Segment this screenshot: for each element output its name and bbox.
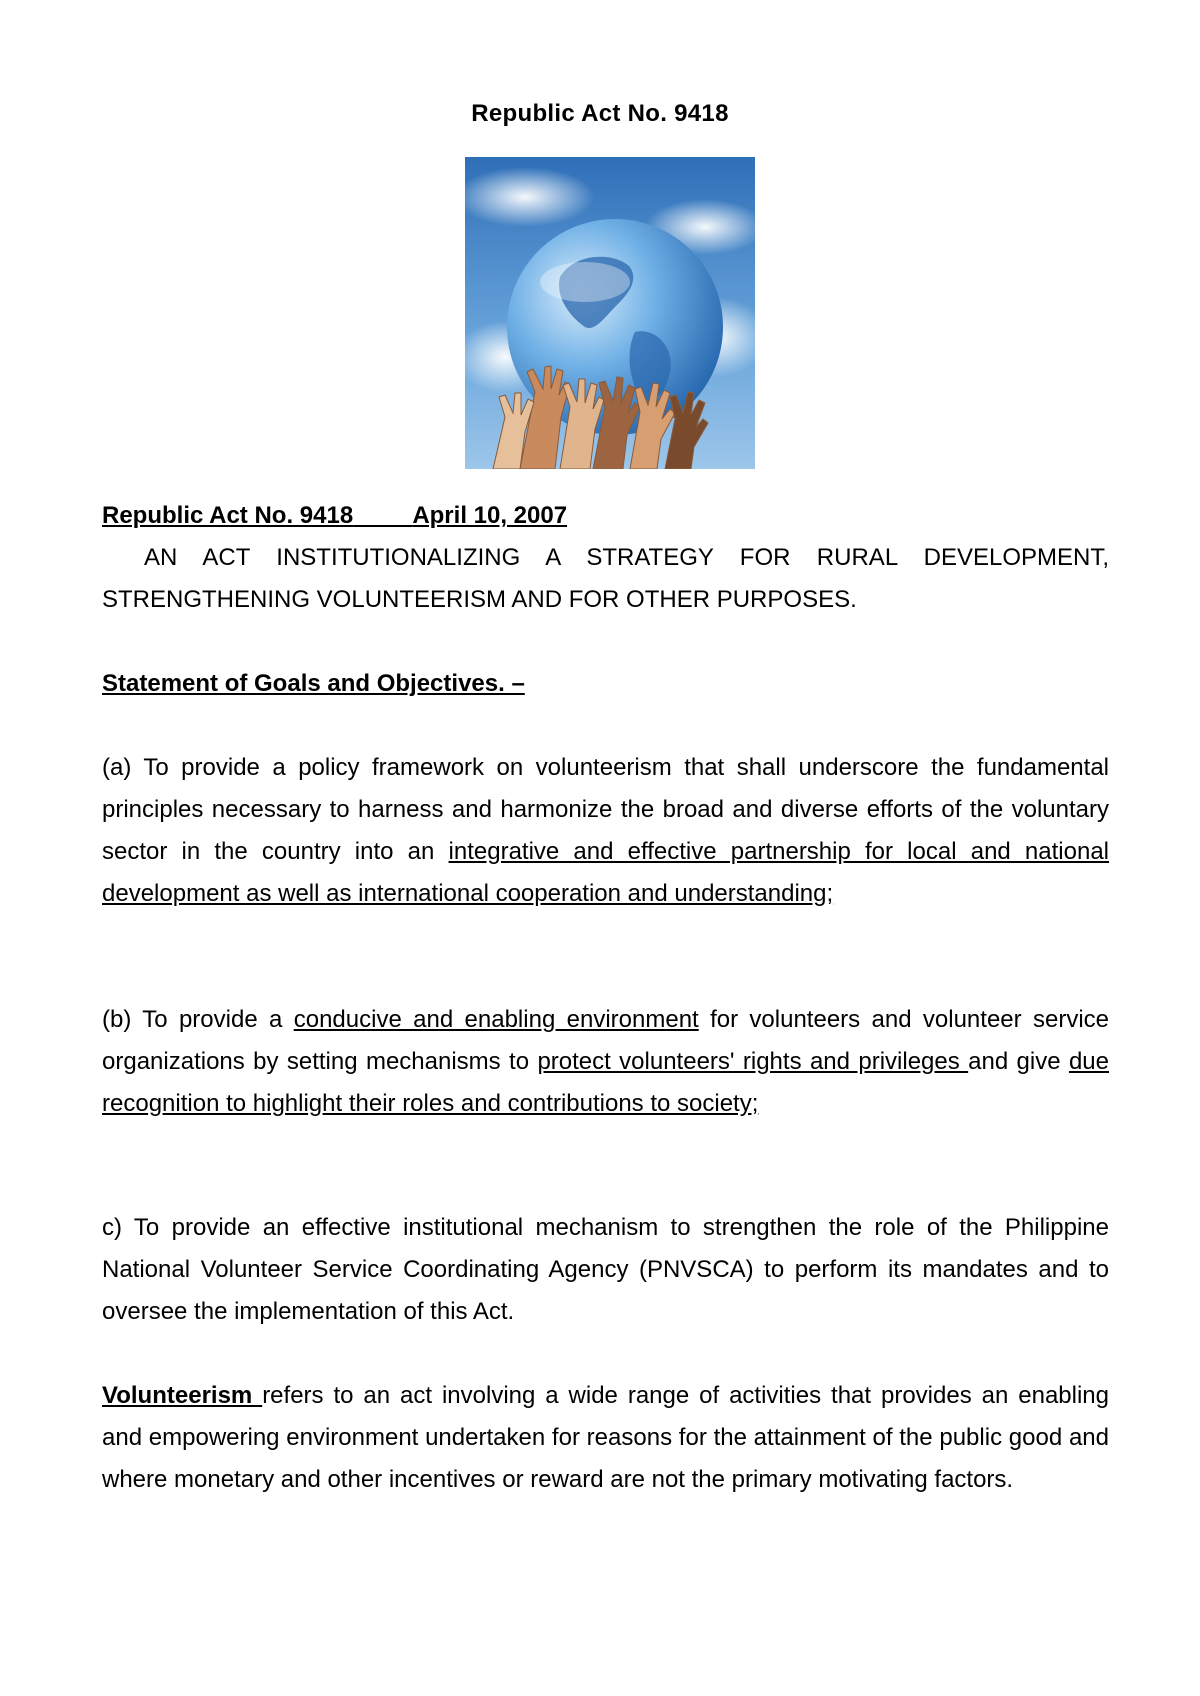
page-title: Republic Act No. 9418 <box>471 100 729 127</box>
globe-held-by-hands-icon <box>465 157 755 469</box>
act-number: Republic Act No. 9418 <box>102 502 354 529</box>
goals-heading-text: Statement of Goals and Objectives. – <box>102 670 525 697</box>
objective-c-paragraph: c) To provide an effective institutional mechanism to strengthen the role of the Philippine National Volunteer Service Coordinating Agency (PNVSCA) to perform its mandates and to oversee the implementation of this Act. <box>102 1214 1109 1325</box>
objective-b-part3: and give <box>968 1048 1069 1075</box>
objective-b-underline2: protect volunteers' rights and privileges <box>537 1048 969 1075</box>
act-date: April 10, 2007 <box>412 502 568 529</box>
act-title: AN ACT INSTITUTIONALIZING A STRATEGY FOR RURAL DEVELOPMENT, STRENGTHENING VOLUNTEERISM AND FOR OTHER PURPOSES. <box>102 544 1109 613</box>
objective-a-text: (a) To provide a policy framework on volunteerism that shall underscore the fundamental principles necessary to harness and harmonize the broad and diverse efforts of the voluntary sector in the country into an <box>102 754 1109 865</box>
act-header-line <box>102 495 1109 537</box>
objective-b-part1: (b) To provide a <box>102 1006 294 1033</box>
objective-b-part2: for volunteers and volunteer service organizations by setting mechanisms to <box>102 1006 1110 1075</box>
definition-term: Volunteerism <box>102 1382 263 1409</box>
objective-b-underline3: due recognition to highlight their roles and contributions to society; <box>102 1048 1109 1117</box>
objective-a-underlined: integrative and effective partnership for local and national development as well as international cooperation and understanding; <box>102 838 1110 907</box>
objective-b-underline1: conducive and enabling environment <box>293 1006 699 1033</box>
objective-b-paragraph <box>102 999 1109 1125</box>
section-heading <box>102 663 1109 705</box>
objective-a-paragraph <box>102 747 1109 915</box>
definition-text: refers to an act involving a wide range of activities that provides an enabling and empowering environment undertaken for reasons for the attainment of the public good and where monetary and other incentives or reward are not the primary motivating factors. <box>102 1382 1109 1493</box>
definition-paragraph <box>102 1375 1109 1501</box>
